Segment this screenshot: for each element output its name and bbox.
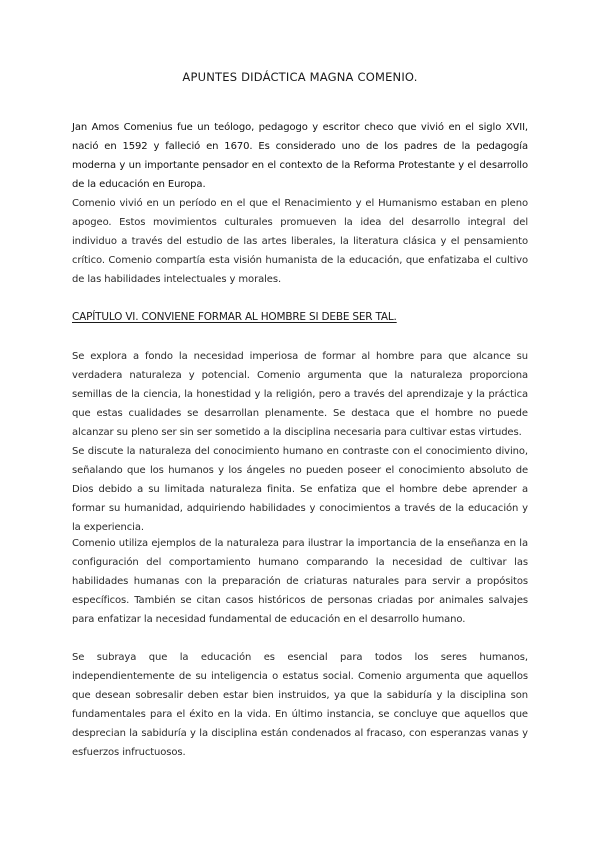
chapter-paragraph-3: Comenio utiliza ejemplos de la naturaleza para ilustrar la importancia de la enseñanza en la configuración del comportamiento humano comparando la necesidad de cultivar las habilidades humanas con la preparación de criaturas naturales para servir a propósitos específicos. También se citan casos históricos de personas criadas por animales salvajes para enfatizar la necesidad fundamental de educación en el desarrollo humano. [72, 538, 528, 625]
renacimiento-paragraph: Comenio vivió en un período en el que el Renacimiento y el Humanismo estaban en pleno apogeo. Estos movimientos culturales promueven la idea del desarrollo integral del individuo a través del estudio de las artes liberales, la literatura clásica y el pensamiento crítico. Comenio compartía esta visión humanista de la educación, que enfatizaba el cultivo de las habilidades intelectuales y morales. [72, 198, 528, 285]
chapter-paragraph-4: Se subraya que la educación es esencial para todos los seres humanos, independientemente de su inteligencia o estatus social. Comenio argumenta que aquellos que desean sobresalir deben estar bien instruidos, ya que la sabiduría y la disciplina son fundamentales para el éxito en la vida. En último instancia, se concluye que aquellos que desprecian la sabiduría y la disciplina están condenados al fracaso, con esperanzas vanas y esfuerzos infructuosos. [72, 652, 528, 758]
document-title: APUNTES DIDÁCTICA MAGNA COMENIO. [182, 70, 418, 84]
chapter-paragraph-2: Se discute la naturaleza del conocimiento humano en contraste con el conocimiento divino, señalando que los humanos y los ángeles no pueden poseer el conocimiento absoluto de Dios debido a su limitada naturaleza finita. Se enfatiza que el hombre debe aprender a formar su humanidad, adquiriendo habilidades y conocimientos a través de la educación y la experiencia. [72, 446, 528, 533]
intro-paragraph: Jan Amos Comenius fue un teólogo, pedagogo y escritor checo que vivió en el siglo XVII, nació en 1592 y falleció en 1670. Es considerado uno de los padres de la pedagogía moderna y un importante pensador en el contexto de la Reforma Protestante y el desarrollo de la educación en Europa. [72, 122, 528, 190]
chapter-heading: CAPÍTULO VI. CONVIENE FORMAR AL HOMBRE SI DEBE SER TAL. [72, 311, 397, 323]
chapter-paragraph-1: Se explora a fondo la necesidad imperiosa de formar al hombre para que alcance su verdadera naturaleza y potencial. Comenio argumenta que la naturaleza proporciona semillas de la ciencia, la honestidad y la religión, pero a través del aprendizaje y la práctica que estas cualidades se desarrollan plenamente. Se destaca que el hombre no puede alcanzar su pleno ser sin ser sometido a la disciplina necesaria para cultivar estas virtudes. [72, 351, 528, 438]
